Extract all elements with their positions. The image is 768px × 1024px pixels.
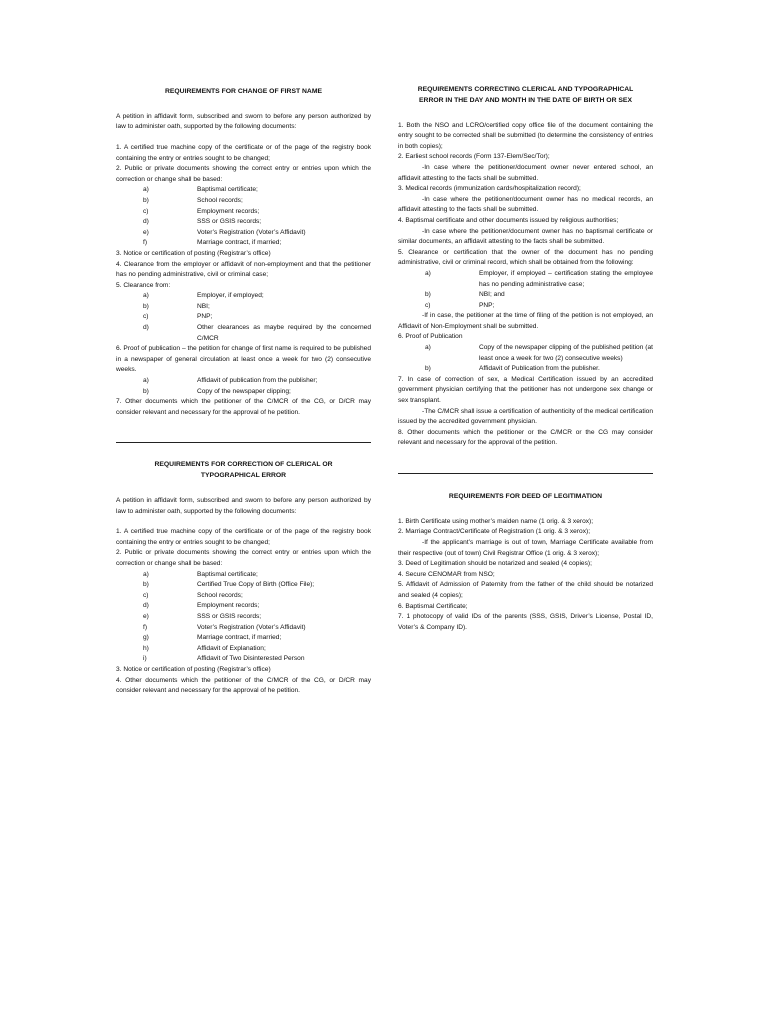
sub-list-item [398, 301, 653, 312]
sub-list-item [116, 217, 371, 228]
sub-list-item [116, 323, 371, 344]
sub-item-label: b) [425, 291, 431, 299]
list-item-text: 3. Medical records (immunization cards/hospitalization record); [398, 185, 581, 193]
list-item [398, 428, 653, 449]
sub-list-item [116, 376, 371, 387]
sub-item-text: School records; [197, 591, 243, 599]
list-item [398, 332, 653, 374]
list-item-note: -If the applicant’s marriage is out of town, Marriage Certificate available from their respective (out of town) Civil Registrar Office (1 orig. & 3 xerox); [398, 538, 653, 557]
list-item-text: 7. In case of correction of sex, a Medical Certification issued by an accredited government physician certifying that the petitioner has not undergone sex change or sex transplant. [398, 375, 653, 405]
sub-item-text: Baptismal certificate; [197, 186, 258, 194]
sub-list-item [116, 591, 371, 602]
sub-item-text: Employer, if employed; [197, 292, 264, 300]
list-item-text: 5. Clearance or certification that the owner of the document has no pending administrative, civil or criminal record, which shall be obtained from the following: [398, 248, 653, 267]
sub-item-text: Other clearances as maybe required by the concerned C/MCR [197, 324, 371, 342]
sub-item-label: i) [143, 655, 147, 663]
sub-item-text: PNP; [197, 313, 213, 321]
list-item-note: -In case where the petitioner/document owner never entered school, an affidavit attesting to the facts shall be submitted. [398, 163, 653, 182]
sub-list-item [116, 312, 371, 323]
section-title: REQUIREMENTS FOR DEED OF LEGITIMATION [448, 493, 603, 500]
list-item-text: 8. Other documents which the petitioner or the C/MCR or the CG may consider relevant and necessary for the approval of the petition. [398, 428, 653, 447]
sub-list [116, 376, 371, 397]
requirements-list [116, 527, 371, 697]
list-item [398, 580, 653, 601]
section-change-first-name [116, 87, 371, 418]
list-item [398, 527, 653, 559]
list-item [398, 121, 653, 153]
sub-list [398, 343, 653, 375]
list-item-text: 4. Secure CENOMAR from NSO; [398, 570, 495, 578]
list-item-text: 1. A certified true machine copy of the certificate or of the page of the registry book containing the entry or entries sought to be changed; [116, 143, 371, 162]
sub-item-label: e) [143, 228, 149, 236]
sub-item-text: School records; [197, 196, 243, 204]
sub-item-text: NBI; and [479, 291, 505, 299]
list-item-text: 2. Marriage Contract/Certificate of Registration (1 orig. & 3 xerox); [398, 528, 591, 536]
sub-item-label: c) [425, 301, 431, 309]
sub-item-text: PNP; [479, 301, 495, 309]
list-item [116, 676, 371, 697]
list-item-text: 3. Notice or certification of posting (Registrar’s office) [116, 249, 271, 257]
list-item-note: -In case where the petitioner/document owner has no medical records, an affidavit attesting to the facts shall be submitted. [398, 195, 653, 214]
sub-item-label: b) [143, 581, 149, 589]
list-item-text: 5. Clearance from: [116, 281, 171, 289]
sub-list [116, 291, 371, 344]
list-item [116, 249, 371, 260]
sub-item-text: Employment records; [197, 602, 260, 610]
sub-item-label: d) [143, 602, 149, 610]
sub-list-item [116, 387, 371, 398]
sub-item-label: a) [143, 377, 149, 385]
sub-item-label: a) [425, 269, 431, 277]
sub-item-label: b) [425, 365, 431, 373]
list-item [398, 602, 653, 613]
sub-item-label: b) [143, 302, 149, 310]
requirements-list [398, 517, 653, 634]
sub-list-item [398, 290, 653, 301]
sub-list-item [116, 570, 371, 581]
list-item-text: 3. Deed of Legitimation should be notarized and sealed (4 copies); [398, 560, 592, 568]
section-date-of-birth-or-sex [398, 85, 653, 449]
list-item [116, 260, 371, 281]
list-item [398, 612, 653, 633]
sub-item-label: h) [143, 644, 149, 652]
sub-item-text: Employer, if employed – certification stating the employee has no pending administrative case; [479, 269, 653, 288]
sub-item-label: e) [143, 612, 149, 620]
list-item-note: -In case where the petitioner/document owner has no baptismal certificate or similar documents, an affidavit attesting to the facts shall be submitted. [398, 227, 653, 246]
sub-list-item [398, 364, 653, 375]
list-item-text: 1. Both the NSO and LCRO/certified copy office file of the document containing the entry sought to be corrected shall be submitted (to determine the consistency of entries in both copies); [398, 121, 653, 150]
sub-item-label: c) [143, 313, 149, 321]
list-item [398, 248, 653, 312]
sub-item-text: NBI; [197, 302, 210, 310]
sub-list-item [116, 185, 371, 196]
list-item [398, 559, 653, 570]
list-item [116, 665, 371, 676]
section-title: REQUIREMENTS FOR CORRECTION OF CLERICAL OR TYPOGRAPHICAL ERROR [154, 461, 333, 480]
sub-item-label: a) [143, 570, 149, 578]
sub-item-text: Copy of the newspaper clipping of the published petition (at least once a week for two (2) consecutive weeks) [479, 344, 653, 362]
sub-item-label: a) [143, 186, 149, 194]
list-item [116, 548, 371, 665]
sub-item-text: Affidavit of publication from the publisher; [197, 377, 318, 385]
list-item-text: 7. 1 photocopy of valid IDs of the parents (SSS, GSIS, Driver’s License, Postal ID, Voter’s & Company ID). [398, 613, 653, 631]
list-item-text: 2. Public or private documents showing the correct entry or entries upon which the correction or change shall be based: [116, 165, 371, 183]
sub-list-item [398, 343, 653, 364]
intro-paragraph: A petition in affidavit form, subscribed and sworn to before any person authorized by law to administer oath, supported by the following documents: [116, 112, 371, 131]
sub-item-label: f) [143, 239, 148, 247]
sub-list-item [116, 623, 371, 634]
list-item [116, 143, 371, 164]
section-divider [398, 473, 653, 474]
sub-list-item [116, 580, 371, 591]
sub-list-item [116, 644, 371, 655]
section-title: REQUIREMENTS CORRECTING CLERICAL AND TYPOGRAPHICAL ERROR IN THE DAY AND MONTH IN THE DATE OF BIRTH OR SEX [417, 86, 634, 104]
section-title: REQUIREMENTS FOR CHANGE OF FIRST NAME [164, 88, 323, 95]
sub-item-label: b) [143, 387, 149, 395]
list-item-note: -If in case, the petitioner at the time of filing of the petition is not employed, an Affidavit of Non-Employment shall be submitted. [398, 312, 653, 330]
sub-item-text: Marriage contract, if married; [197, 634, 282, 642]
sub-list-item [116, 633, 371, 644]
list-item-text: 7. Other documents which the petitioner of the C/MCR of the CG, or D/CR may consider relevant and necessary for the approval of he petition. [116, 398, 371, 416]
sub-list-item [116, 302, 371, 313]
sub-item-label: d) [143, 324, 149, 332]
section-deed-of-legitimation [398, 492, 653, 633]
list-item [398, 216, 653, 248]
section-clerical-error [116, 460, 371, 696]
sub-list-item [116, 654, 371, 665]
sub-list [116, 185, 371, 249]
sub-item-label: g) [143, 634, 149, 642]
sub-list-item [116, 238, 371, 249]
sub-item-text: Copy of the newspaper clipping; [197, 387, 291, 395]
list-item-text: 5. Affidavit of Admission of Paternity from the father of the child should be notarized and sealed (4 copies); [398, 581, 653, 599]
list-item [398, 184, 653, 216]
sub-item-text: Affidavit of Two Disinterested Person [197, 655, 305, 663]
sub-list-item [398, 269, 653, 290]
sub-item-label: c) [143, 207, 149, 215]
sub-item-label: f) [143, 623, 148, 631]
section-divider [116, 442, 371, 443]
sub-item-label: c) [143, 591, 149, 599]
sub-item-text: Marriage contract, if married; [197, 239, 282, 247]
sub-item-text: Affidavit of Publication from the publisher. [479, 365, 600, 373]
sub-list [116, 570, 371, 665]
sub-item-label: a) [143, 292, 149, 300]
sub-item-text: SSS or GSIS records; [197, 612, 262, 620]
list-item-text: 6. Proof of Publication [398, 333, 463, 341]
list-item [398, 311, 653, 332]
sub-list-item [116, 228, 371, 239]
sub-list-item [116, 291, 371, 302]
list-item [116, 281, 371, 345]
list-item [398, 152, 653, 184]
list-item [116, 344, 371, 397]
requirements-list [116, 143, 371, 418]
list-item-text: 2. Public or private documents showing the correct entry or entries upon which the correction or change shall be based: [116, 549, 371, 567]
sub-item-label: b) [143, 196, 149, 204]
sub-list [398, 269, 653, 311]
list-item-text: 6. Baptismal Certificate; [398, 602, 468, 610]
sub-list-item [116, 612, 371, 623]
sub-item-text: Baptismal certificate; [197, 570, 258, 578]
list-item [116, 527, 371, 548]
sub-item-text: Employment records; [197, 207, 260, 215]
list-item [116, 164, 371, 249]
sub-list-item [116, 196, 371, 207]
list-item [116, 397, 371, 418]
list-item-text: 4. Clearance from the employer or affidavit of non-employment and that the petitioner has no pending administrative, civil or criminal case; [116, 260, 371, 279]
list-item-text: 1. A certified true machine copy of the certificate or of the page of the registry book containing the entry or entries sought to be changed; [116, 528, 371, 546]
sub-item-text: Certified True Copy of Birth (Office File); [197, 581, 315, 589]
requirements-list [398, 121, 653, 449]
right-column [398, 85, 653, 633]
list-item [398, 570, 653, 581]
left-column [116, 87, 371, 697]
intro-paragraph: A petition in affidavit form, subscribed and sworn to before any person authorized by law to administer oath, supported by the following documents: [116, 497, 371, 515]
list-item-text: 4. Baptismal certificate and other documents issued by religious authorities; [398, 216, 619, 224]
sub-list-item [116, 601, 371, 612]
sub-item-text: Voter’s Registration (Voter’s Affidavit) [197, 228, 306, 236]
sub-item-label: d) [143, 218, 149, 226]
list-item-note: -The C/MCR shall issue a certification of authenticity of the medical certification issued by the accredited government physician. [398, 407, 653, 426]
list-item [398, 517, 653, 528]
list-item-text: 6. Proof of publication – the petition for change of first name is required to be published in a newspaper of general circulation at least once a week for two (2) consecutive weeks. [116, 345, 371, 374]
list-item [398, 375, 653, 428]
sub-item-text: Affidavit of Explanation; [197, 644, 266, 652]
sub-item-label: a) [425, 344, 431, 352]
list-item-text: 2. Earliest school records (Form 137-Elem/Sec/Tor); [398, 153, 550, 161]
list-item-text: 4. Other documents which the petitioner of the C/MCR of the CG, or D/CR may consider relevant and necessary for the approval of he petition. [116, 676, 371, 695]
list-item-text: 3. Notice or certification of posting (Registrar’s office) [116, 665, 271, 673]
sub-item-text: Voter’s Registration (Voter’s Affidavit) [197, 623, 306, 631]
sub-list-item [116, 207, 371, 218]
sub-item-text: SSS or GSIS records; [197, 218, 262, 226]
list-item-text: 1. Birth Certificate using mother’s maiden name (1 orig. & 3 xerox); [398, 517, 594, 525]
